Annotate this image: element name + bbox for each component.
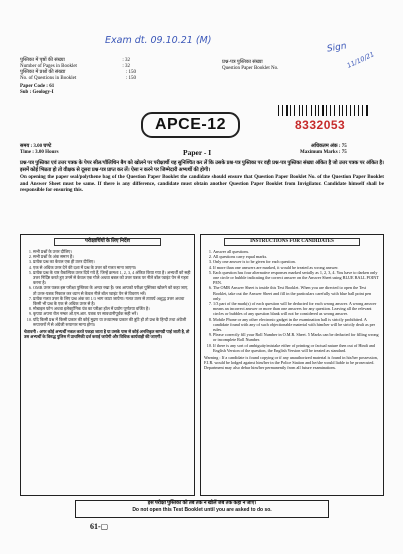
barcode-bar	[296, 105, 298, 116]
marks-en: Maximum Marks : 75	[300, 150, 347, 155]
instructions-en-list	[204, 249, 380, 353]
header-left	[20, 58, 200, 96]
barcode-bar	[311, 105, 312, 116]
instruction-en-item: 5. Each question has four alternative responses marked serially as 1, 2, 3, 4. You have to darken only one circle or bubble indicating the correct answer on the Answer Sheet using BLUE BALL POINT PEN.	[213, 270, 380, 286]
pages-label-hi: पुस्तिका में पृष्ठों की संख्या	[20, 58, 65, 63]
barcode-bar	[334, 105, 335, 116]
time-hi: समय : 3.00 घण्टे	[20, 144, 52, 149]
instruction-hi-item: 1. सभी प्रश्नों के उत्तर दीजिए।	[33, 249, 191, 254]
footer-hi: इस परीक्षा पुस्तिका को तब तक न खोलें जब तक कहा न जाए।	[147, 501, 257, 506]
barcode-bar	[358, 105, 359, 116]
marks-hi: अधिकतम अंक : 75	[310, 144, 347, 149]
barcode-bar	[312, 105, 313, 116]
instructions-hi-title: परीक्षार्थियों के लिए निर्देश	[54, 238, 161, 246]
handwritten-exam-date: Exam dt. 09.10.21 (M)	[105, 35, 212, 46]
qbook-no-label	[222, 60, 278, 72]
paper-code: Paper Code : 61	[20, 84, 55, 89]
barcode-bar	[315, 105, 316, 116]
instruction-en-item: 2. All questions carry equal marks.	[213, 254, 380, 259]
barcode-bar	[362, 105, 363, 116]
barcode-bar	[342, 105, 343, 116]
barcode-bar	[278, 105, 279, 116]
questions-value-hi: : 150	[125, 70, 136, 75]
questions-label-hi: पुस्तिका में प्रश्नों की संख्या	[20, 70, 66, 75]
barcode-bar	[301, 105, 302, 116]
notice-hi: प्रश्न-पत्र पुस्तिका एवं उत्तर पत्रक के पेपर सील/पॉलिथिन बैग को खोलने पर परीक्षार्थी यह सुनिश्चित कर लें कि उसके प्रश्न-पत्र पुस्तिका पर वही प्रश्न-पत्र पुस्तिका संख्या अंकित है जो उत्तर पत्रक पर अंकित है। इसमें कोई भिन्नता हो तो वीक्षक से दूसरा प्रश्न-पत्र प्राप्त कर लें। ऐसा न करने पर जिम्मेदारी अभ्यर्थी की होगी।	[20, 160, 384, 173]
barcode-bar	[302, 105, 303, 116]
footer-notice	[75, 500, 329, 518]
exam-code: APCE-12	[154, 116, 227, 133]
instruction-hi-item: 3. प्रत्येक प्रश्न का केवल एक ही उत्तर दीजिए।	[33, 259, 191, 264]
barcode-bar	[336, 105, 338, 116]
barcode	[278, 105, 370, 116]
qbook-no-hi: प्रश्न-पत्र पुस्तिका संख्या	[222, 60, 263, 65]
barcode-bar	[320, 105, 321, 116]
barcode-bar	[318, 105, 319, 116]
instructions-hi-warning: चेतावनी : अगर कोई अभ्यर्थी नकल करते पकड़ा जाता है या उसके पास से कोई अनधिकृत सामग्री पाई जाती है, तो उस अभ्यर्थी के विरुद्ध पुलिस में प्राथमिकी दर्ज कराई जायेगी और विधिक कार्यवाही की जाएगी।	[24, 329, 190, 340]
barcode-bar	[280, 105, 281, 116]
barcode-bar	[344, 105, 345, 116]
booklet-number: 8332053	[295, 118, 346, 132]
handwritten-sign-date: 11/10/21	[345, 50, 376, 70]
barcode-bar	[325, 105, 326, 116]
instruction-en-item: 1. Answer all questions.	[213, 249, 380, 254]
instructions-hi-box	[20, 234, 195, 496]
instruction-hi-item: 8. मोबाइल फोन अथवा इलेक्ट्रॉनिक यंत्र का परीक्षा हॉल में प्रयोग पूर्णतया वर्जित है।	[33, 306, 191, 311]
barcode-bar	[348, 105, 349, 116]
barcode-bar	[339, 105, 340, 116]
barcode-bar	[366, 105, 368, 116]
barcode-bar	[346, 105, 347, 116]
barcode-bar	[340, 105, 341, 116]
handwritten-signature: Sign	[326, 41, 348, 55]
barcode-bar	[322, 105, 324, 116]
exam-code-box	[141, 112, 240, 138]
barcode-bar	[350, 105, 351, 116]
instructions-en-box	[200, 234, 384, 496]
barcode-bar	[308, 105, 310, 116]
barcode-bar	[292, 105, 293, 116]
barcode-bar	[369, 105, 370, 116]
instruction-hi-item: 4. एक से अधिक उत्तर देने की दशा में प्रश्न के उत्तर को गलत माना जाएगा।	[33, 265, 191, 270]
barcode-bar	[351, 105, 353, 116]
barcode-bar	[284, 105, 285, 116]
subject: Sub : Geology-I	[20, 90, 54, 95]
instruction-hi-item: 10. यदि किसी प्रश्न में किसी प्रकार की कोई मुद्रण या तथ्यात्मक प्रकार की त्रुटि हो तो प्रश्न के हिन्दी तथा अंग्रेजी रूपान्तरों में से अंग्रेजी रूपान्तर मान्य होगा।	[33, 317, 191, 327]
pages-value-hi: : 32	[122, 58, 130, 63]
notice-en: On opening the paper seal/polythene bag of the Question Paper Booklet the candidate should ensure that Question Paper Booklet No. of the Question Paper Booklet and Answer Sheet must be same. If there is any difference, candidate must obtain another Question Paper Booklet from Invigilator. Candidate himself shall be responsible for ensuring this.	[20, 174, 384, 193]
time-block	[20, 144, 59, 156]
barcode-bar	[326, 105, 327, 116]
barcode-bar	[306, 105, 307, 116]
questions-value-en: : 150	[125, 76, 136, 81]
instruction-hi-item: 5. प्रत्येक प्रश्न के चार वैकल्पिक उत्तर दिये गये हैं, जिन्हें क्रमशः 1, 2, 3, 4 अंकित किया गया है। अभ्यर्थी को सही उत्तर निर्दिष्ट करते हुए उनमें से केवल एक गोले अथवा बबल को उत्तर पत्रक पर नीले बॉल प्वाइंट पेन से गहरा करना है।	[33, 270, 191, 286]
barcode-bar	[354, 105, 355, 116]
pages-value-en: : 32	[122, 64, 130, 69]
instruction-hi-item: 6. OMR उत्तर पत्रक इस परीक्षा पुस्तिका के अन्दर रखा है। जब आपको परीक्षा पुस्तिका खोलने को कहा जाए, तो उत्तर-पत्रक निकाल कर ध्यान से केवल नीले बॉल प्वाइंट पेन से विवरण भरें।	[33, 285, 191, 295]
barcode-bar	[330, 105, 331, 116]
footer-code: 61-▢	[90, 522, 109, 531]
instruction-en-item: 7. 1/3 part of the mark(s) of each question will be deducted for each wrong answer. A wrong answer means an incorrect answer or more than one answers for any question. Leaving all the relevant circles or bubbles of any question blank will not be considered as wrong answer.	[213, 301, 380, 317]
instruction-en-item: 9. Please correctly fill your Roll Number in O.M.R. Sheet. 5 Marks can be deducted for filling wrong or incomplete Roll Number.	[213, 332, 380, 342]
barcode-bar	[360, 105, 361, 116]
marks-block	[300, 144, 347, 156]
instruction-en-item: 10. If there is any sort of ambiguity/mistake either of printing or factual nature then out of Hindi and English Version of the question, the English Version will be treated as standard.	[213, 343, 380, 353]
notice	[20, 160, 384, 194]
barcode-bar	[290, 105, 291, 116]
instruction-en-item: 8. Mobile Phone or any other electronic gadget in the examination hall is strictly prohibited. A candidate found with any of such objectionable material with him/her will be strictly dealt as per rules.	[213, 317, 380, 333]
instruction-en-item: 6. The OMR Answer Sheet is inside this Test Booklet. When you are directed to open the Test Booklet, take out the Answer Sheet and fill in the particulars carefully with blue ball point pen only.	[213, 285, 380, 301]
pages-label-en: Number of Pages in Booklet	[20, 64, 77, 69]
paper-label: Paper - I	[183, 148, 212, 157]
instruction-en-item: 4. If more than one answers are marked, it would be treated as wrong answer.	[213, 265, 380, 270]
questions-label-en: No. of Questions in Booklet	[20, 76, 77, 81]
footer-en: Do not open this Test Booklet until you are asked to do so.	[132, 507, 272, 513]
barcode-bar	[299, 105, 300, 116]
instruction-hi-item: 9. कृपया अपना रोल नम्बर ओ.एम.आर. पत्रक पर सावधानीपूर्वक सही भरें।	[33, 311, 191, 316]
barcode-bar	[286, 105, 288, 116]
barcode-bar	[282, 105, 283, 116]
instruction-hi-item: 2. सभी प्रश्नों के अंक समान हैं।	[33, 254, 191, 259]
instruction-hi-item: 7. प्रत्येक गलत उत्तर के लिए प्रश्न अंक का 1/3 भाग काटा जायेगा। गलत उत्तर से तात्पर्य अशुद्ध उत्तर अथवा किसी भी प्रश्न के एक से अधिक उत्तर से है।	[33, 296, 191, 306]
instructions-hi-list	[24, 249, 191, 327]
barcode-bar	[356, 105, 357, 116]
barcode-bar	[316, 105, 317, 116]
barcode-bar	[363, 105, 364, 116]
qbook-no-en: Question Paper Booklet No.	[222, 66, 279, 71]
time-en: Time : 3.00 Hours	[20, 150, 59, 155]
instructions-en-warning: Warning : If a candidate is found copying or if any unauthorized material is found in his/her possession, F.I.R. would be lodged against him/her in the Police Station and he/she would liable to be prosecuted. Department may also debar him/her permanently from all future examinations.	[204, 355, 378, 371]
barcode-bar	[328, 105, 329, 116]
barcode-bar	[294, 105, 295, 116]
instructions-en-title: INSTRUCTIONS FOR CANDIDATES	[224, 238, 360, 246]
instruction-en-item: 3. Only one answer is to be given for each question.	[213, 259, 380, 264]
barcode-bar	[304, 105, 305, 116]
barcode-bar	[332, 105, 333, 116]
barcode-bar	[289, 105, 290, 116]
